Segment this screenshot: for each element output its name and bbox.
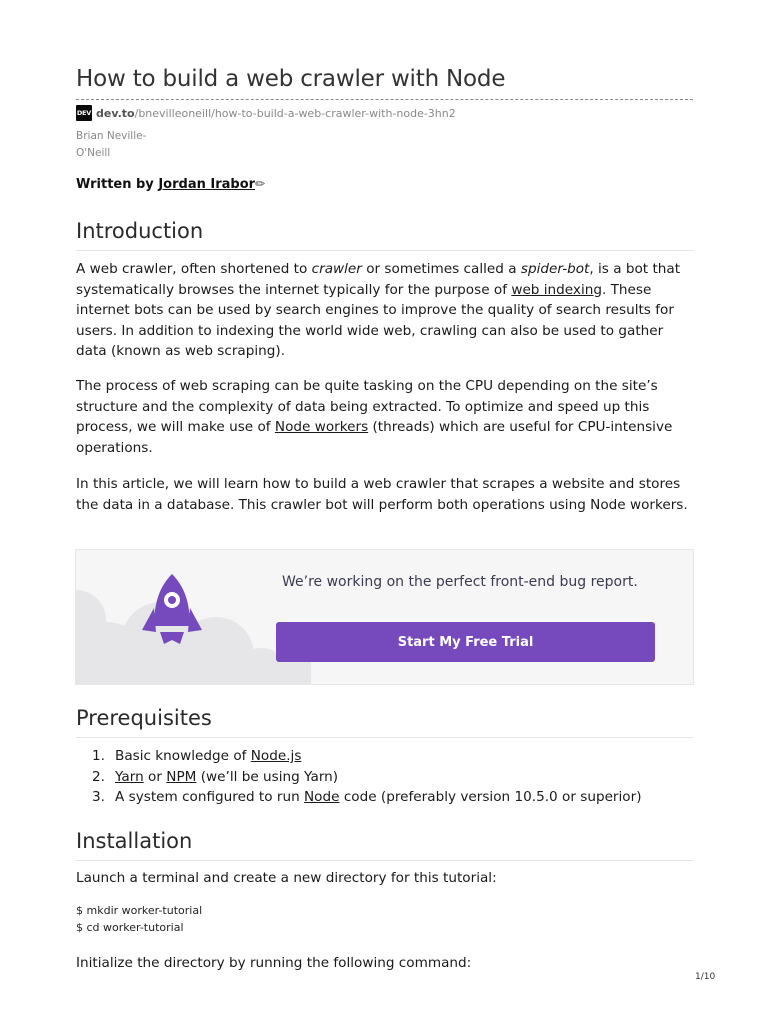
promo-banner[interactable] xyxy=(75,549,694,685)
start-free-trial-button[interactable]: Start My Free Trial xyxy=(276,622,655,662)
node-link[interactable]: Node xyxy=(304,789,340,805)
list-item: 2. Yarn or NPM (we’ll be using Yarn) xyxy=(92,768,339,785)
author-link[interactable]: Jordan Irabor xyxy=(158,177,256,192)
prerequisites-list xyxy=(92,746,692,808)
code-line: $ cd worker-tutorial xyxy=(76,920,184,934)
intro-paragraph-3: In this article, we will learn how to build a web crawler that scrapes a website and stores the data in a database. This crawler bot will perform both operations using Node workers. xyxy=(76,476,688,513)
title-divider xyxy=(76,99,693,100)
code-line: $ mkdir worker-tutorial xyxy=(76,904,203,917)
page-number: 1/10 xyxy=(695,972,716,982)
written-by: Written by Jordan Irabor✏ xyxy=(76,177,266,192)
yarn-link[interactable]: Yarn xyxy=(115,768,144,785)
npm-link[interactable]: NPM xyxy=(166,768,197,785)
heading-divider xyxy=(76,860,693,861)
intro-paragraph-2: The process of web scraping can be quite tasking on the CPU depending on the site’s structure and the complexity of data being extracted. To optimize and speed up this process, we will make use of Node workers (threads) which are useful for CPU-intensive operations. xyxy=(76,378,673,456)
page-title: How to build a web crawler with Node xyxy=(76,66,506,92)
source-host-link[interactable]: dev.to xyxy=(96,106,135,120)
installation-paragraph-2: Initialize the directory by running the following command: xyxy=(76,955,472,971)
rocket-illustration xyxy=(76,550,316,685)
author-name: Brian Neville- O'Neill xyxy=(76,130,147,159)
heading-introduction: Introduction xyxy=(76,219,204,243)
banner-headline: We’re working on the perfect front-end bug report. xyxy=(282,574,638,590)
node-workers-link[interactable]: Node workers xyxy=(274,419,369,435)
list-item: 1. Basic knowledge of Node.js xyxy=(92,748,302,764)
list-item: 3. A system configured to run Node code (preferably version 10.5.0 or superior) xyxy=(92,789,642,805)
code-block xyxy=(76,903,202,936)
source-line xyxy=(76,105,456,121)
web-indexing-link[interactable]: web indexing xyxy=(511,281,602,298)
installation-paragraph-1: Launch a terminal and create a new directory for this tutorial: xyxy=(76,870,497,886)
nodejs-link[interactable]: Node.js xyxy=(250,748,302,764)
dev-logo-icon: DEV xyxy=(76,105,92,121)
heading-installation: Installation xyxy=(76,829,193,853)
heading-divider xyxy=(76,250,693,251)
heading-prerequisites: Prerequisites xyxy=(76,706,212,730)
intro-paragraph-1: A web crawler, often shortened to crawler or sometimes called a spider-bot, is a bot that systematically browses the internet typically for the purpose of web indexing. These internet bots can be used by search engines to improve the quality of search results for users. In addition to indexing the world wide web, crawling can also be used to gather data (known as web scraping). xyxy=(76,261,681,359)
source-path-link[interactable]: /bnevilleoneill/how-to-build-a-web-crawler-with-node-3hn2 xyxy=(134,106,456,120)
heading-divider xyxy=(76,737,693,738)
pencil-icon: ✏ xyxy=(255,177,266,191)
